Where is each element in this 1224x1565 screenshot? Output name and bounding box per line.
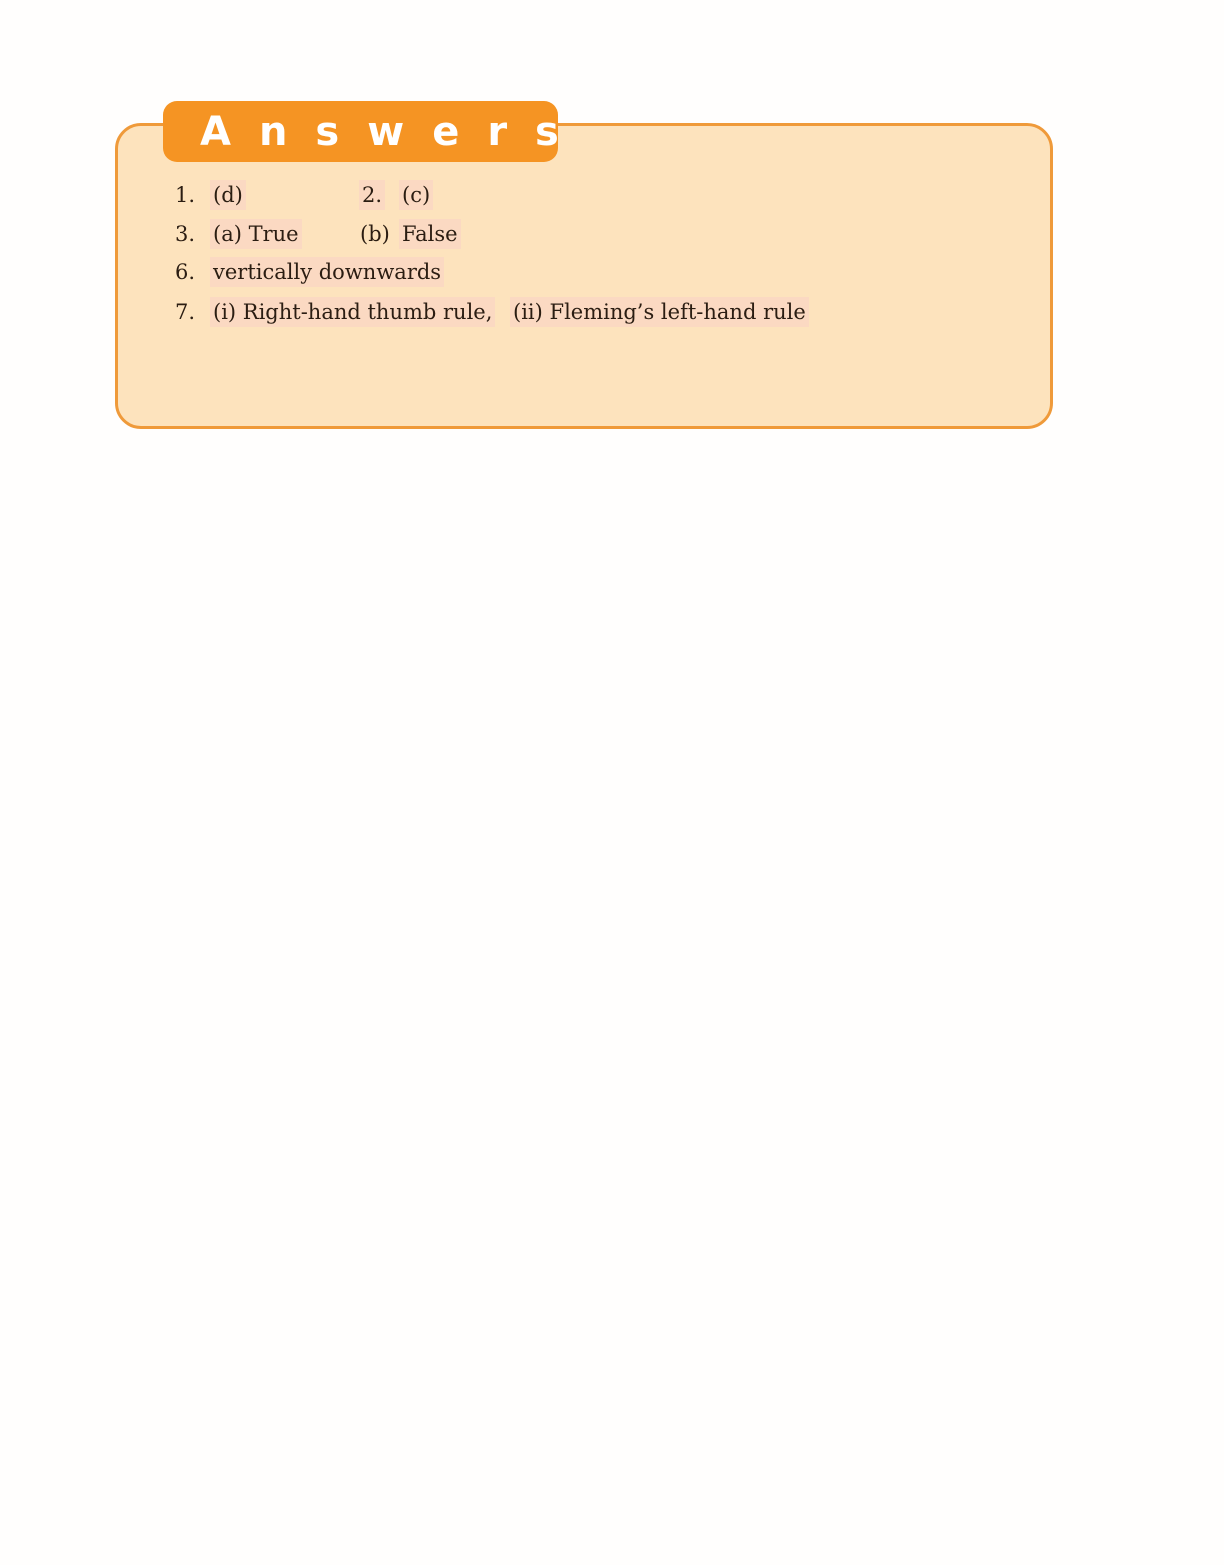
answer-1-number: 1. <box>175 183 196 207</box>
answer-3b-text: False <box>399 219 461 249</box>
answer-7-number: 7. <box>175 300 196 324</box>
answer-7ii-text: (ii) Fleming’s left-hand rule <box>510 297 809 327</box>
answer-1-text: (d) <box>210 180 246 210</box>
answer-7i-text: (i) Right-hand thumb rule, <box>210 297 495 327</box>
answer-3-number: 3. <box>175 222 196 246</box>
answer-3a-text: (a) True <box>210 219 302 249</box>
answer-6-text: vertically downwards <box>210 257 444 287</box>
answers-heading: Answers <box>200 109 587 155</box>
answer-2-text: (c) <box>399 180 433 210</box>
answer-6-number: 6. <box>175 260 196 284</box>
answer-3b-label: (b) <box>360 222 390 246</box>
answer-2-number: 2. <box>359 180 385 210</box>
